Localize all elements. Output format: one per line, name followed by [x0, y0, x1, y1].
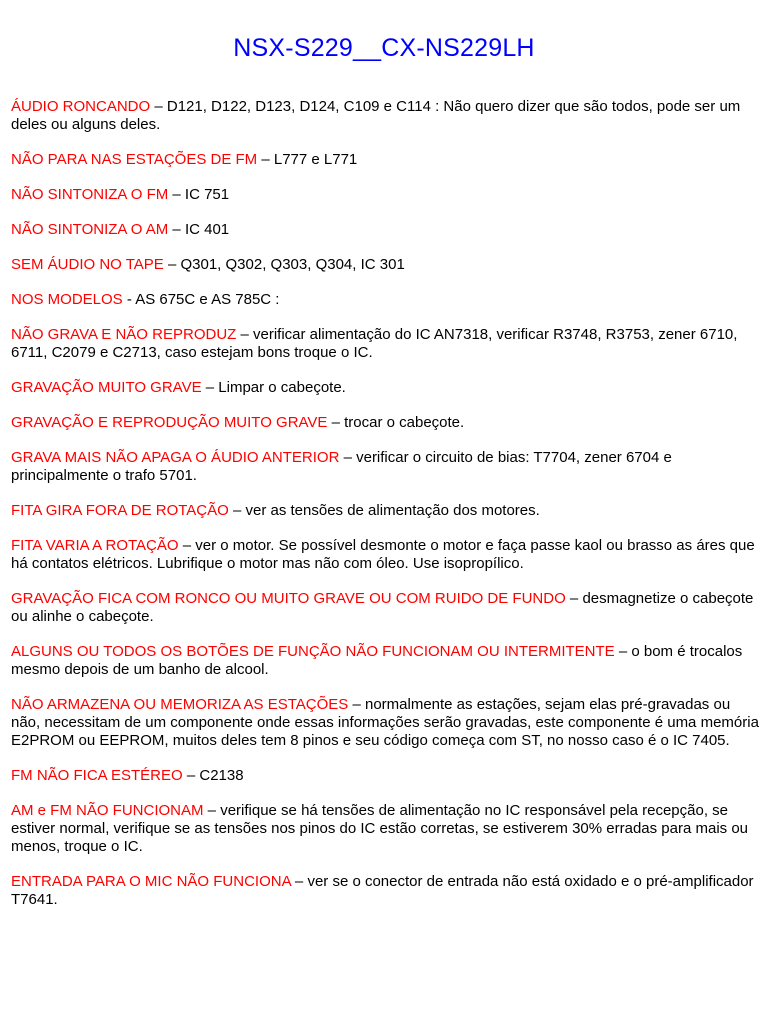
list-item: [11, 449, 759, 485]
solution-text: – Limpar o cabeçote.: [201, 379, 346, 396]
list-item: [11, 643, 759, 679]
solution-text: – D121, D122, D123, D124, C109 e C114 : Não quero dizer que são todos, pode ser um deles ou alguns deles.: [11, 98, 741, 133]
solution-text: – normalmente as estações, sejam elas pré-gravadas ou não, necessitam de um componente onde essas informações serão gravadas, este componente é uma memória E2PROM ou EEPROM, muitos deles tem 8 pinos e seu código começa com ST, no nosso caso é o IC 7405.: [11, 696, 759, 749]
solution-text: – C2138: [182, 767, 244, 784]
list-item: [11, 379, 759, 397]
list-item: [11, 98, 759, 134]
symptom-label: FITA GIRA FORA DE ROTAÇÃO: [11, 502, 229, 519]
solution-text: – desmagnetize o cabeçote ou alinhe o cabeçote.: [11, 590, 754, 625]
symptom-label: ÁUDIO RONCANDO: [11, 98, 151, 115]
solution-text: – ver as tensões de alimentação dos motores.: [228, 502, 540, 519]
list-item: [11, 186, 759, 204]
symptom-label: NÃO GRAVA E NÃO REPRODUZ: [11, 326, 237, 343]
list-item: [11, 590, 759, 626]
symptom-label: ENTRADA PARA O MIC NÃO FUNCIONA: [11, 873, 291, 890]
list-item: [11, 767, 759, 785]
symptom-label: ALGUNS OU TODOS OS BOTÕES DE FUNÇÃO NÃO FUNCIONAM OU INTERMITENTE: [11, 643, 615, 660]
solution-text: – L777 e L771: [257, 151, 358, 168]
list-item: [11, 696, 759, 750]
symptom-label: GRAVAÇÃO MUITO GRAVE: [11, 379, 202, 396]
list-item: [11, 151, 759, 169]
solution-text: – ver se o conector de entrada não está oxidado e o pré-amplificador T7641.: [11, 873, 754, 908]
list-item: [11, 326, 759, 362]
solution-text: – IC 751: [168, 186, 230, 203]
symptom-label: GRAVAÇÃO FICA COM RONCO OU MUITO GRAVE OU COM RUIDO DE FUNDO: [11, 590, 566, 607]
troubleshooting-list: [11, 98, 759, 926]
list-item: [11, 537, 759, 573]
solution-text: – o bom é trocalos mesmo depois de um banho de alcool.: [11, 643, 743, 678]
solution-text: – Q301, Q302, Q303, Q304, IC 301: [163, 256, 405, 273]
list-item: [11, 256, 759, 274]
list-item: [11, 291, 759, 309]
symptom-label: SEM ÁUDIO NO TAPE: [11, 256, 164, 273]
symptom-label: NÃO SINTONIZA O AM: [11, 221, 169, 238]
solution-text: – IC 401: [168, 221, 230, 238]
symptom-label: NÃO SINTONIZA O FM: [11, 186, 169, 203]
solution-text: – verifique se há tensões de alimentação no IC responsável pela recepção, se estiver normal, verifique se as tensões nos pinos do IC estão corretas, se estiverem 30% erradas para mais ou menos, troque o IC.: [11, 802, 749, 855]
solution-text: – verificar o circuito de bias: T7704, zener 6704 e principalmente o trafo 5701.: [11, 449, 672, 484]
solution-text: – verificar alimentação do IC AN7318, verificar R3748, R3753, zener 6710, 6711, C2079 e C2713, caso estejam bons troque o IC.: [11, 326, 738, 361]
list-item: [11, 502, 759, 520]
list-item: [11, 414, 759, 432]
solution-text: - AS 675C e AS 785C :: [122, 291, 280, 308]
list-item: [11, 221, 759, 239]
solution-text: – ver o motor. Se possível desmonte o motor e faça passe kaol ou brasso as áres que há contatos elétricos. Lubrifique o motor mas não com óleo. Use isopropílico.: [11, 537, 755, 572]
list-item: [11, 802, 759, 856]
symptom-label: NÃO ARMAZENA OU MEMORIZA AS ESTAÇÕES: [11, 696, 349, 713]
symptom-label: NÃO PARA NAS ESTAÇÕES DE FM: [11, 151, 258, 168]
symptom-label: AM e FM NÃO FUNCIONAM: [11, 802, 204, 819]
symptom-label: NOS MODELOS: [11, 291, 123, 308]
document-title: NSX-S229__CX-NS229LH: [233, 34, 535, 62]
symptom-label: GRAVAÇÃO E REPRODUÇÃO MUITO GRAVE: [11, 414, 328, 431]
symptom-label: FM NÃO FICA ESTÉREO: [11, 767, 183, 784]
symptom-label: FITA VARIA A ROTAÇÃO: [11, 537, 179, 554]
solution-text: – trocar o cabeçote.: [327, 414, 465, 431]
list-item: [11, 873, 759, 909]
symptom-label: GRAVA MAIS NÃO APAGA O ÁUDIO ANTERIOR: [11, 449, 340, 466]
